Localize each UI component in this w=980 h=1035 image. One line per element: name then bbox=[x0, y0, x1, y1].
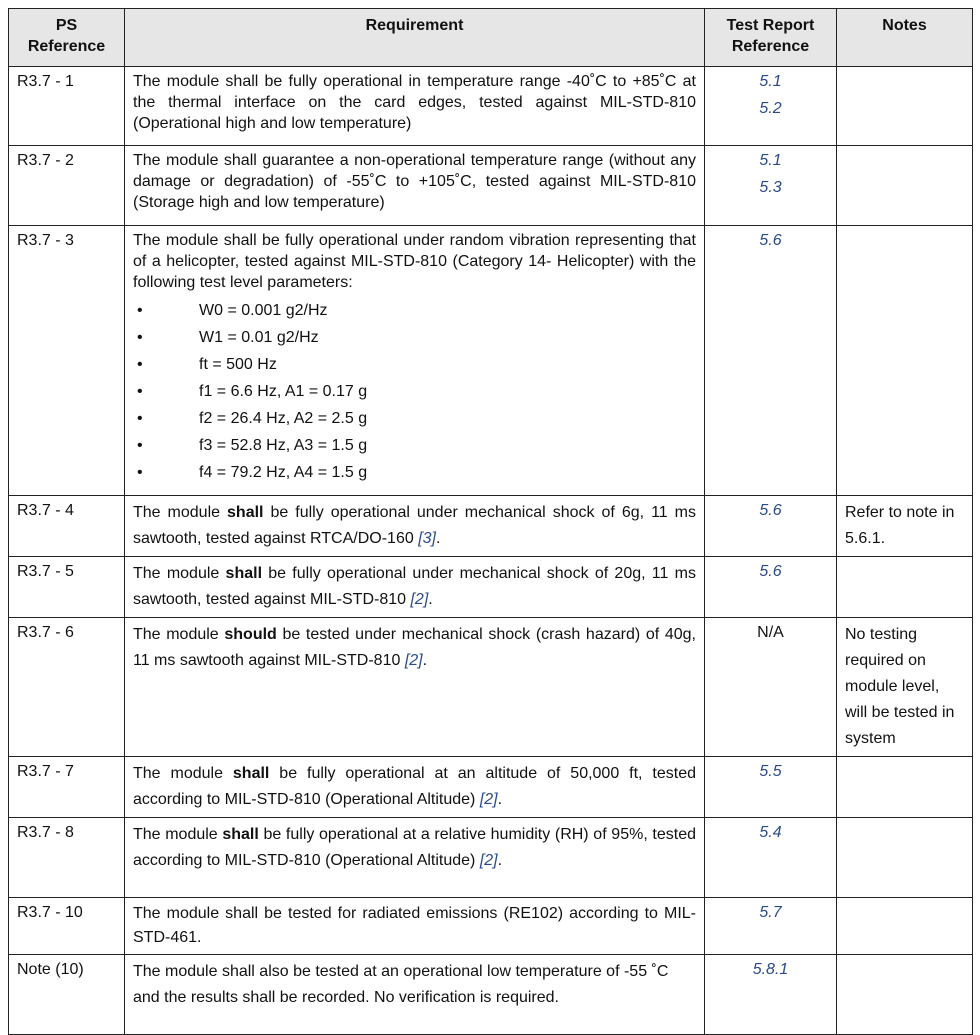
table-row bbox=[9, 67, 973, 146]
requirement-cell: The module shall be fully operational at a relative humidity (RH) of 95%, tested according to MIL-STD-810 (Operational Altitude) [2]. bbox=[125, 818, 705, 898]
test-report-cell bbox=[705, 496, 837, 557]
list-item bbox=[133, 459, 696, 486]
header-test-report-reference: Test Report Reference bbox=[705, 9, 837, 67]
bullet-icon: • bbox=[137, 302, 143, 319]
header-ps-reference: PS Reference bbox=[9, 9, 125, 67]
ps-reference-cell: Note (10) bbox=[9, 955, 125, 1035]
test-report-link[interactable]: 5.4 bbox=[759, 824, 782, 841]
citation-link[interactable]: [2] bbox=[479, 852, 498, 869]
requirement-cell: The module shall be fully operational in temperature range -40˚C to +85˚C at the thermal interface on the card edges, tested against MIL-STD-810 (Operational high and low temperature) bbox=[125, 67, 705, 146]
test-report-cell bbox=[705, 146, 837, 226]
test-report-cell bbox=[705, 818, 837, 898]
list-item bbox=[133, 405, 696, 432]
parameter-text: W1 = 0.01 g2/Hz bbox=[199, 329, 319, 346]
parameter-text: f1 = 6.6 Hz, A1 = 0.17 g bbox=[199, 383, 368, 400]
test-report-link[interactable]: 5.6 bbox=[759, 502, 782, 519]
list-item bbox=[133, 378, 696, 405]
test-report-link[interactable]: 5.6 bbox=[759, 232, 782, 249]
ps-reference-cell: R3.7 - 10 bbox=[9, 898, 125, 955]
notes-cell bbox=[837, 226, 973, 496]
header-requirement: Requirement bbox=[125, 9, 705, 67]
test-report-link[interactable]: 5.7 bbox=[759, 904, 782, 921]
table-row bbox=[9, 618, 973, 757]
ps-reference-cell: R3.7 - 1 bbox=[9, 67, 125, 146]
requirement-cell bbox=[125, 226, 705, 496]
test-report-link[interactable]: 5.3 bbox=[759, 179, 782, 196]
test-report-link[interactable]: 5.2 bbox=[759, 100, 782, 117]
requirement-cell: The module should be tested under mechanical shock (crash hazard) of 40g, 11 ms sawtooth against MIL-STD-810 [2]. bbox=[125, 618, 705, 757]
parameter-text: f3 = 52.8 Hz, A3 = 1.5 g bbox=[199, 437, 368, 454]
list-item bbox=[133, 432, 696, 459]
list-item bbox=[133, 351, 696, 378]
citation-link[interactable]: [3] bbox=[418, 530, 436, 547]
bullet-icon: • bbox=[137, 437, 143, 454]
ps-reference-cell: R3.7 - 7 bbox=[9, 757, 125, 818]
test-report-cell bbox=[705, 67, 837, 146]
requirement-cell: The module shall be fully operational at an altitude of 50,000 ft, tested according to MIL-STD-810 (Operational Altitude) [2]. bbox=[125, 757, 705, 818]
requirements-table bbox=[8, 8, 973, 1035]
list-item bbox=[133, 297, 696, 324]
test-report-link[interactable]: 5.5 bbox=[759, 763, 782, 780]
notes-cell bbox=[837, 818, 973, 898]
test-report-cell bbox=[705, 618, 837, 757]
bullet-icon: • bbox=[137, 464, 143, 481]
test-report-link[interactable]: 5.8.1 bbox=[752, 961, 789, 978]
bullet-icon: • bbox=[137, 356, 143, 373]
table-row bbox=[9, 557, 973, 618]
header-row bbox=[9, 9, 973, 67]
notes-cell bbox=[837, 898, 973, 955]
ps-reference-cell: R3.7 - 5 bbox=[9, 557, 125, 618]
test-report-link[interactable]: 5.1 bbox=[759, 73, 782, 90]
requirement-cell: The module shall be fully operational under mechanical shock of 6g, 11 ms sawtooth, tested against RTCA/DO-160 [3]. bbox=[125, 496, 705, 557]
test-report-cell bbox=[705, 955, 837, 1035]
bullet-icon: • bbox=[137, 383, 143, 400]
ps-reference-cell: R3.7 - 2 bbox=[9, 146, 125, 226]
table-row bbox=[9, 496, 973, 557]
bullet-icon: • bbox=[137, 410, 143, 427]
test-report-link[interactable]: 5.1 bbox=[759, 152, 782, 169]
parameter-text: ft = 500 Hz bbox=[199, 356, 277, 373]
table-row bbox=[9, 226, 973, 496]
table-row bbox=[9, 757, 973, 818]
parameter-text: f2 = 26.4 Hz, A2 = 2.5 g bbox=[199, 410, 368, 427]
table-row bbox=[9, 898, 973, 955]
ps-reference-cell: R3.7 - 8 bbox=[9, 818, 125, 898]
test-report-cell bbox=[705, 757, 837, 818]
notes-cell bbox=[837, 146, 973, 226]
ps-reference-cell: R3.7 - 6 bbox=[9, 618, 125, 757]
parameter-list bbox=[133, 297, 696, 486]
test-report-cell bbox=[705, 557, 837, 618]
citation-link[interactable]: [2] bbox=[410, 591, 429, 608]
notes-cell: Refer to note in 5.6.1. bbox=[837, 496, 973, 557]
notes-cell: No testing required on module level, will be tested in system bbox=[837, 618, 973, 757]
notes-cell bbox=[837, 557, 973, 618]
test-report-link[interactable]: 5.6 bbox=[759, 563, 782, 580]
requirement-cell: The module shall be tested for radiated emissions (RE102) according to MIL-STD-461. bbox=[125, 898, 705, 955]
bullet-icon: • bbox=[137, 329, 143, 346]
header-notes: Notes bbox=[837, 9, 973, 67]
requirement-text: The module shall be fully operational under random vibration representing that of a helicopter, tested against MIL-STD-810 (Category 14- Helicopter) with the following test level parameters: bbox=[133, 232, 696, 291]
test-report-value: N/A bbox=[757, 624, 784, 641]
ps-reference-cell: R3.7 - 4 bbox=[9, 496, 125, 557]
requirement-cell: The module shall also be tested at an operational low temperature of -55 ˚C and the results shall be recorded. No verification is required. bbox=[125, 955, 705, 1035]
citation-link[interactable]: [2] bbox=[479, 791, 498, 808]
requirement-cell: The module shall guarantee a non-operational temperature range (without any damage or degradation) of -55˚C to +105˚C, tested against MIL-STD-810 (Storage high and low temperature) bbox=[125, 146, 705, 226]
table-row bbox=[9, 146, 973, 226]
list-item bbox=[133, 324, 696, 351]
parameter-text: W0 = 0.001 g2/Hz bbox=[199, 302, 328, 319]
notes-cell bbox=[837, 67, 973, 146]
notes-cell bbox=[837, 757, 973, 818]
citation-link[interactable]: [2] bbox=[404, 652, 423, 669]
test-report-cell bbox=[705, 226, 837, 496]
notes-cell bbox=[837, 955, 973, 1035]
requirement-cell: The module shall be fully operational under mechanical shock of 20g, 11 ms sawtooth, tested against MIL-STD-810 [2]. bbox=[125, 557, 705, 618]
table-row bbox=[9, 818, 973, 898]
ps-reference-cell: R3.7 - 3 bbox=[9, 226, 125, 496]
test-report-cell bbox=[705, 898, 837, 955]
table-row bbox=[9, 955, 973, 1035]
parameter-text: f4 = 79.2 Hz, A4 = 1.5 g bbox=[199, 464, 368, 481]
